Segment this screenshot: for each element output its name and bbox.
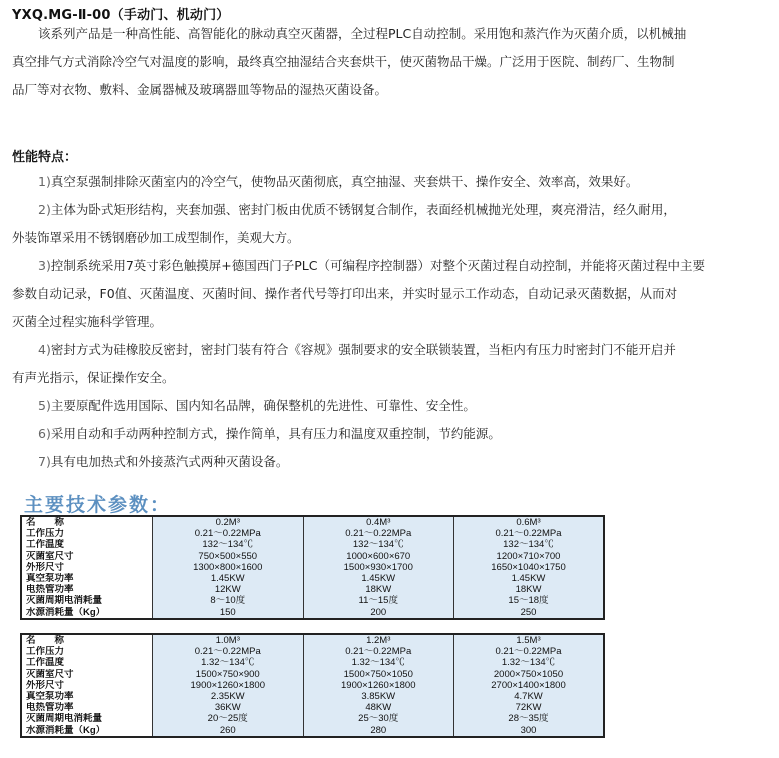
- spec-table-2: [20, 633, 605, 738]
- row-label: 灭菌周期电消耗量: [21, 713, 153, 724]
- spec-value: 750×500×550: [153, 551, 304, 562]
- table-row: [21, 607, 604, 619]
- spec-value: 0.21～0.22MPa: [454, 528, 605, 539]
- row-label: 工作压力: [21, 646, 153, 657]
- spec-value: 250: [454, 607, 605, 619]
- feature-item-7: 7)具有电加热式和外接蒸汽式两种灭菌设备。: [38, 454, 289, 469]
- row-label: 水源消耗量（Kg）: [21, 607, 153, 619]
- spec-value: 260: [153, 725, 304, 737]
- spec-value: 48KW: [303, 702, 454, 713]
- table-row: [21, 539, 604, 550]
- spec-value: 1.32～134℃: [153, 657, 304, 668]
- spec-value: 200: [303, 607, 454, 619]
- spec-value: 15～18度: [454, 595, 605, 606]
- row-label: 真空泵功率: [21, 573, 153, 584]
- spec-value: 1.32～134℃: [454, 657, 605, 668]
- row-label: 灭菌室尺寸: [21, 669, 153, 680]
- intro-line: 品厂等对衣物、敷料、金属器械及玻璃器皿等物品的湿热灭菌设备。: [12, 82, 388, 97]
- table-row: [21, 528, 604, 539]
- row-label: 工作压力: [21, 528, 153, 539]
- spec-value: 3.85KW: [303, 691, 454, 702]
- intro-paragraph: [12, 20, 770, 104]
- spec-value: 0.21～0.22MPa: [303, 528, 454, 539]
- spec-value: 1900×1260×1800: [153, 680, 304, 691]
- spec-value: 1500×750×1050: [303, 669, 454, 680]
- row-label: 灭菌室尺寸: [21, 551, 153, 562]
- feature-item-2-cont: 外装饰罩采用不锈钢磨砂加工成型制作，美观大方。: [12, 230, 300, 245]
- table-row: [21, 702, 604, 713]
- intro-line: 真空排气方式消除冷空气对温度的影响，最终真空抽湿结合夹套烘干，使灭菌物品干燥。广泛用于医院、制药厂、生物制: [12, 54, 675, 69]
- spec-value: 132～134℃: [454, 539, 605, 550]
- feature-item-3-cont: 参数自动记录，F0值、灭菌温度、灭菌时间、操作者代号等打印出来，并实时显示工作动态，自动记录灭菌数据，从而对: [12, 286, 678, 301]
- spec-value: 0.21～0.22MPa: [153, 646, 304, 657]
- feature-item-1: 1)真空泵强制排除灭菌室内的冷空气，使物品灭菌彻底，真空抽湿、夹套烘干、操作安全、效率高，效果好。: [38, 174, 639, 189]
- row-label: 灭菌周期电消耗量: [21, 595, 153, 606]
- spec-value: 1500×930×1700: [303, 562, 454, 573]
- feature-item-4: 4)密封方式为硅橡胶反密封，密封门装有符合《容规》强制要求的安全联锁装置，当柜内有压力时密封门不能开启并: [38, 342, 676, 357]
- spec-value: 1900×1260×1800: [303, 680, 454, 691]
- spec-value: 300: [454, 725, 605, 737]
- row-label: 名 称: [21, 634, 153, 646]
- spec-value: 8～10度: [153, 595, 304, 606]
- spec-value: 0.6M³: [454, 516, 605, 528]
- feature-item-6: 6)采用自动和手动两种控制方式，操作简单，具有压力和温度双重控制，节约能源。: [38, 426, 501, 441]
- spec-value: 1.0M³: [153, 634, 304, 646]
- row-label: 真空泵功率: [21, 691, 153, 702]
- spec-value: 132～134℃: [153, 539, 304, 550]
- row-label: 工作温度: [21, 539, 153, 550]
- table-row: [21, 551, 604, 562]
- table-row: [21, 634, 604, 646]
- spec-value: 2.35KW: [153, 691, 304, 702]
- spec-value: 18KW: [454, 584, 605, 595]
- spec-value: 28～35度: [454, 713, 605, 724]
- table-row: [21, 573, 604, 584]
- table-row: [21, 713, 604, 724]
- table-row: [21, 691, 604, 702]
- product-title: YXQ.MG-Ⅱ-00（手动门、机动门）: [12, 8, 230, 23]
- table-row: [21, 657, 604, 668]
- row-label: 电热管功率: [21, 702, 153, 713]
- table-row: [21, 584, 604, 595]
- spec-value: 25～30度: [303, 713, 454, 724]
- row-label: 工作温度: [21, 657, 153, 668]
- row-label: 电热管功率: [21, 584, 153, 595]
- spec-value: 1.32～134℃: [303, 657, 454, 668]
- spec-value: 0.4M³: [303, 516, 454, 528]
- feature-item-4-cont: 有声光指示，保证操作安全。: [12, 370, 175, 385]
- spec-value: 1.2M³: [303, 634, 454, 646]
- row-label: 水源消耗量（Kg）: [21, 725, 153, 737]
- intro-line: 该系列产品是一种高性能、高智能化的脉动真空灭菌器，全过程PLC自动控制。采用饱和蒸汽作为灭菌介质，以机械抽: [38, 26, 687, 41]
- spec-value: 1.5M³: [454, 634, 605, 646]
- spec-value: 0.21～0.22MPa: [454, 646, 605, 657]
- spec-value: 0.21～0.22MPa: [303, 646, 454, 657]
- spec-value: 1.45KW: [153, 573, 304, 584]
- spec-value: 1300×800×1600: [153, 562, 304, 573]
- features-list: [12, 168, 772, 476]
- spec-value: 2700×1400×1800: [454, 680, 605, 691]
- spec-value: 1200×710×700: [454, 551, 605, 562]
- spec-value: 72KW: [454, 702, 605, 713]
- spec-value: 18KW: [303, 584, 454, 595]
- table-row: [21, 516, 604, 528]
- tech-specs-title: 主要技术参数：: [24, 494, 172, 516]
- table-row: [21, 646, 604, 657]
- spec-value: 0.2M³: [153, 516, 304, 528]
- spec-value: 0.21～0.22MPa: [153, 528, 304, 539]
- spec-value: 150: [153, 607, 304, 619]
- feature-item-3-cont: 灭菌全过程实施科学管理。: [12, 314, 163, 329]
- spec-value: 4.7KW: [454, 691, 605, 702]
- spec-value: 11～15度: [303, 595, 454, 606]
- spec-value: 132～134℃: [303, 539, 454, 550]
- table-row: [21, 595, 604, 606]
- spec-value: 12KW: [153, 584, 304, 595]
- spec-value: 2000×750×1050: [454, 669, 605, 680]
- spec-value: 280: [303, 725, 454, 737]
- row-label: 外形尺寸: [21, 562, 153, 573]
- table-row: [21, 669, 604, 680]
- spec-value: 36KW: [153, 702, 304, 713]
- feature-item-2: 2)主体为卧式矩形结构，夹套加强、密封门板由优质不锈钢复合制作，表面经机械抛光处理，爽亮滑洁，经久耐用，: [38, 202, 676, 217]
- feature-item-5: 5)主要原配件选用国际、国内知名品牌，确保整机的先进性、可靠性、安全性。: [38, 398, 476, 413]
- table-row: [21, 680, 604, 691]
- features-heading: 性能特点：: [12, 150, 78, 165]
- table-row: [21, 562, 604, 573]
- feature-item-3: 3)控制系统采用7英寸彩色触摸屏+德国西门子PLC（可编程序控制器）对整个灭菌过程自动控制，并能将灭菌过程中主要: [38, 258, 706, 273]
- row-label: 外形尺寸: [21, 680, 153, 691]
- row-label: 名 称: [21, 516, 153, 528]
- spec-value: 1650×1040×1750: [454, 562, 605, 573]
- spec-value: 1.45KW: [454, 573, 605, 584]
- spec-table-1: [20, 515, 605, 620]
- spec-value: 1.45KW: [303, 573, 454, 584]
- spec-value: 20～25度: [153, 713, 304, 724]
- spec-value: 1500×750×900: [153, 669, 304, 680]
- spec-value: 1000×600×670: [303, 551, 454, 562]
- table-row: [21, 725, 604, 737]
